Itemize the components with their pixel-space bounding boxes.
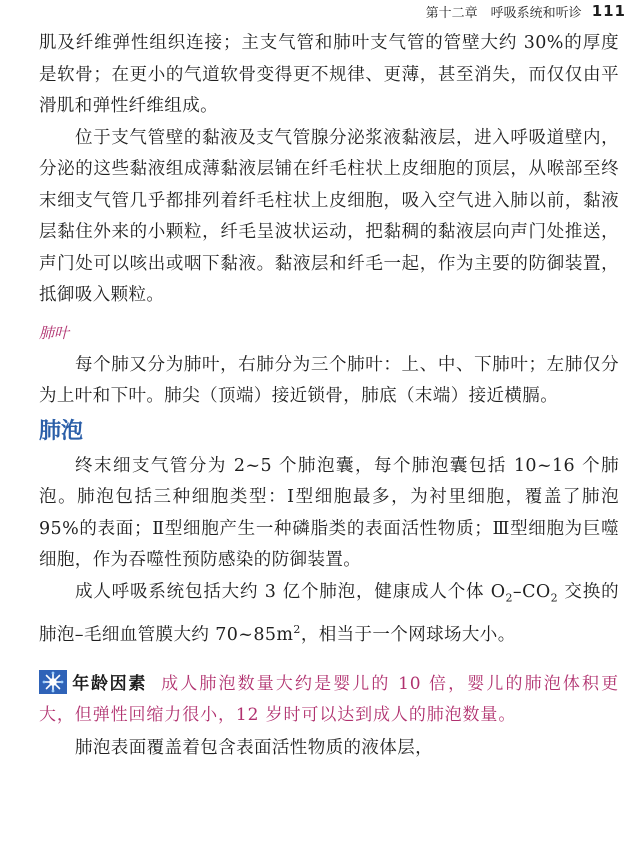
paragraph-lobes: 每个肺又分为肺叶，右肺分为三个肺叶：上、中、下肺叶；左肺仅分为上叶和下叶。肺尖（顶端）接近锁骨，肺底（末端）接近横膈。 <box>39 354 619 406</box>
main-content <box>39 28 619 764</box>
paragraph-mucus-layer: 位于支气管壁的黏液及支气管腺分泌浆液黏液层，进入呼吸道壁内，分泌的这些黏液组成薄黏液层铺在纤毛柱状上皮细胞的顶层，从喉部至终末细支气管几乎都排列着纤毛柱状上皮细胞，吸入空气进入肺以前，黏液层黏住外来的小颗粒，纤毛呈波状运动，把黏稠的黏液层向声门处推送，声门处可以咳出或咽下黏液。黏液层和纤毛一起，作为主要的防御装置，抵御吸入颗粒。 <box>39 127 619 305</box>
age-factor-label: 年龄因素 <box>71 673 148 694</box>
superscript: 2 <box>293 622 301 636</box>
text-run: ，相当于一个网球场大小。 <box>300 624 516 645</box>
snowflake-icon <box>39 670 67 694</box>
running-header <box>426 0 626 22</box>
text-run: –CO <box>512 581 551 602</box>
paragraph-alveoli-count <box>39 577 619 651</box>
subscript: 2 <box>505 591 513 604</box>
subscript: 2 <box>550 591 559 604</box>
age-factor-callout <box>39 669 619 731</box>
paragraph-alveoli-cells: 终末细支气管分为 2~5 个肺泡囊，每个肺泡囊包括 10~16 个肺泡。肺泡包括三种细胞类型：Ⅰ型细胞最多，为衬里细胞，覆盖了肺泡 95%的表面；Ⅱ型细胞产生一种磷脂类的表面活性物质；Ⅲ型细胞为巨噬细胞，作为吞噬性预防感染的防御装置。 <box>39 455 619 570</box>
paragraph-closing: 肺泡表面覆盖着包含表面活性物质的液体层， <box>75 737 433 758</box>
section-title-alveoli: 肺泡 <box>39 418 84 444</box>
chapter-title: 第十二章 呼吸系统和听诊 <box>425 5 582 21</box>
age-factor-text: 成人肺泡数量大约是婴儿的 10 倍，婴儿的肺泡体积更大，但弹性回缩力很小，12 岁时可以达到成人的肺泡数量。 <box>39 673 620 725</box>
text-run: 交换的肺泡–毛细血管膜大约 70~85m <box>39 581 619 645</box>
text-run: 成人呼吸系统包括大约 3 亿个肺泡，健康成人个体 O <box>75 581 506 602</box>
page-number: 111 <box>591 2 626 20</box>
age-factor-paragraph <box>39 669 619 731</box>
subheading-lobes: 肺叶 <box>39 323 70 342</box>
paragraph-airway-cartilage: 肌及纤维弹性组织连接；主支气管和肺叶支气管的管壁大约 30%的厚度是软骨；在更小的气道软骨变得更不规律、更薄，甚至消失，而仅仅由平滑肌和弹性纤维组成。 <box>39 33 619 116</box>
